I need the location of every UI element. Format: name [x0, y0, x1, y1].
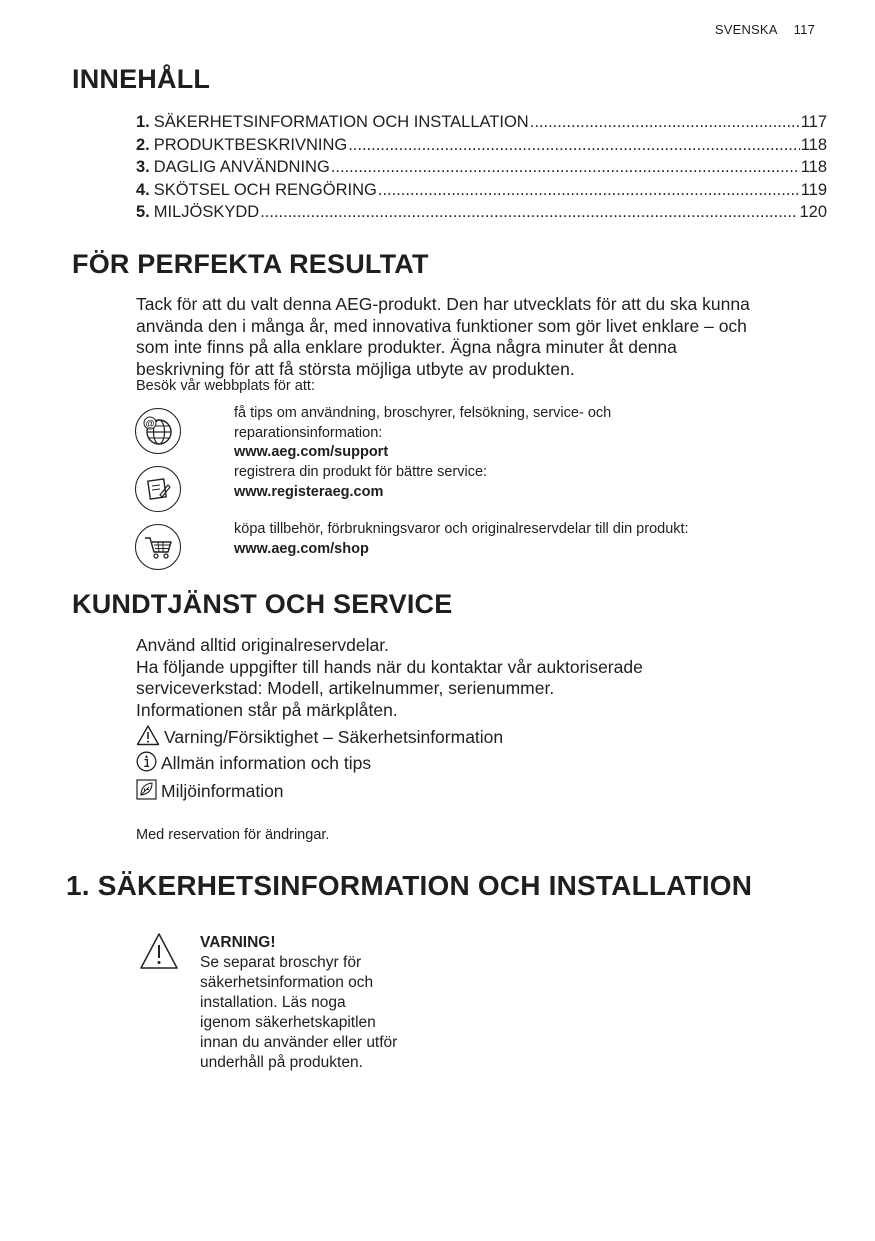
toc-item-label: DAGLIG ANVÄNDNING: [153, 158, 330, 176]
service-line: Informationen står på märkplåten.: [136, 699, 398, 720]
toc-item[interactable]: [136, 111, 827, 134]
service-text: [136, 635, 836, 721]
link-description: få tips om användning, broschyrer, felsökning, service- och: [234, 405, 612, 421]
service-line: serviceverkstad: Modell, artikelnummer, serienummer.: [136, 678, 555, 698]
toc-item-label: MILJÖSKYDD: [153, 203, 260, 221]
reservation-note: Med reservation för ändringar.: [136, 827, 330, 843]
safety-title: 1. SÄKERHETSINFORMATION OCH INSTALLATION: [66, 870, 753, 901]
warning-line: igenom säkerhetskapitlen: [200, 1014, 376, 1031]
toc-item-page: 117: [800, 113, 827, 131]
legend-warning: [136, 724, 503, 748]
cart-icon: [135, 524, 181, 570]
link-description: registrera din produkt för bättre service:: [234, 464, 488, 480]
service-line: Ha följande uppgifter till hands när du kontaktar vår auktoriserade: [136, 656, 643, 677]
register-icon: [135, 466, 181, 512]
intro-line: som inte finns på alla enklare produkter. Ägna några minuter åt denna: [136, 337, 677, 357]
toc-item-page: 118: [800, 158, 827, 176]
toc-item[interactable]: [136, 134, 827, 157]
toc-item-page: 120: [799, 203, 827, 221]
toc-item-number: 4.: [136, 180, 150, 199]
toc-item-label: SKÖTSEL OCH RENGÖRING: [153, 180, 377, 199]
register-link-block: [234, 463, 487, 502]
toc-leader-dots: [348, 134, 799, 157]
warning-line: Se separat broschyr för: [200, 954, 362, 971]
register-url-link[interactable]: www.registeraeg.com: [234, 483, 384, 500]
toc-leader-dots: [260, 201, 798, 224]
leaf-icon: [136, 779, 157, 800]
results-intro: [136, 294, 836, 380]
warning-title: VARNING!: [200, 934, 276, 951]
support-url-link[interactable]: www.aeg.com/support: [234, 444, 389, 460]
link-description: reparationsinformation:: [234, 424, 383, 441]
table-of-contents: [136, 111, 827, 224]
info-icon: [136, 751, 157, 772]
warning-line: säkerhetsinformation och: [200, 974, 374, 991]
results-title: FÖR PERFEKTA RESULTAT: [72, 249, 429, 279]
toc-leader-dots: [331, 156, 800, 179]
toc-leader-dots: [530, 111, 800, 134]
warning-line: installation. Läs noga: [200, 994, 346, 1011]
svg-text:@: @: [145, 418, 155, 429]
warning-icon: [138, 931, 180, 971]
toc-leader-dots: [378, 179, 800, 202]
header-language: SVENSKA: [714, 22, 778, 37]
service-line: Använd alltid originalreservdelar.: [136, 635, 389, 655]
warning-icon: [136, 724, 160, 746]
shop-url-link[interactable]: www.aeg.com/shop: [234, 540, 369, 557]
service-title: KUNDTJÄNST OCH SERVICE: [72, 589, 453, 619]
toc-item[interactable]: [136, 201, 827, 224]
globe-at-icon: [135, 408, 181, 454]
toc-item-number: 2.: [136, 135, 150, 154]
intro-line: använda den i många år, med innovativa funktioner som gör livet enklare – och: [136, 315, 747, 336]
toc-item[interactable]: [136, 179, 827, 202]
toc-item-label: SÄKERHETSINFORMATION OCH INSTALLATION: [153, 113, 529, 131]
link-description: köpa tillbehör, förbrukningsvaror och originalreservdelar till din produkt:: [234, 521, 689, 537]
legend-info: [136, 751, 371, 774]
toc-item-page: 119: [800, 180, 827, 199]
shop-link-block: [234, 520, 689, 559]
header-page-number: 117: [793, 22, 815, 37]
contents-title: INNEHÅLL: [72, 64, 211, 94]
legend-label: Varning/Försiktighet – Säkerhetsinformation: [164, 727, 504, 747]
warning-line: underhåll på produkten.: [200, 1054, 363, 1071]
toc-item-page: 118: [800, 135, 827, 154]
toc-item-label: PRODUKTBESKRIVNING: [153, 135, 348, 154]
toc-item-number: 5.: [136, 203, 150, 221]
toc-item-number: 3.: [136, 158, 150, 176]
legend-label: Miljöinformation: [161, 781, 284, 801]
legend-environment: [136, 779, 284, 802]
warning-line: innan du använder eller utför: [200, 1034, 398, 1051]
toc-item[interactable]: [136, 156, 827, 179]
warning-box: [200, 933, 397, 1073]
support-link-block: [234, 404, 611, 463]
visit-text: Besök vår webbplats för att:: [136, 378, 315, 394]
legend-label: Allmän information och tips: [161, 753, 372, 773]
intro-line: beskrivning för att få största möjliga utbyte av produkten.: [136, 358, 575, 379]
page-header: [715, 22, 815, 37]
intro-line: Tack för att du valt denna AEG-produkt. Den har utvecklats för att du ska kunna: [136, 294, 750, 314]
toc-item-number: 1.: [136, 113, 150, 131]
